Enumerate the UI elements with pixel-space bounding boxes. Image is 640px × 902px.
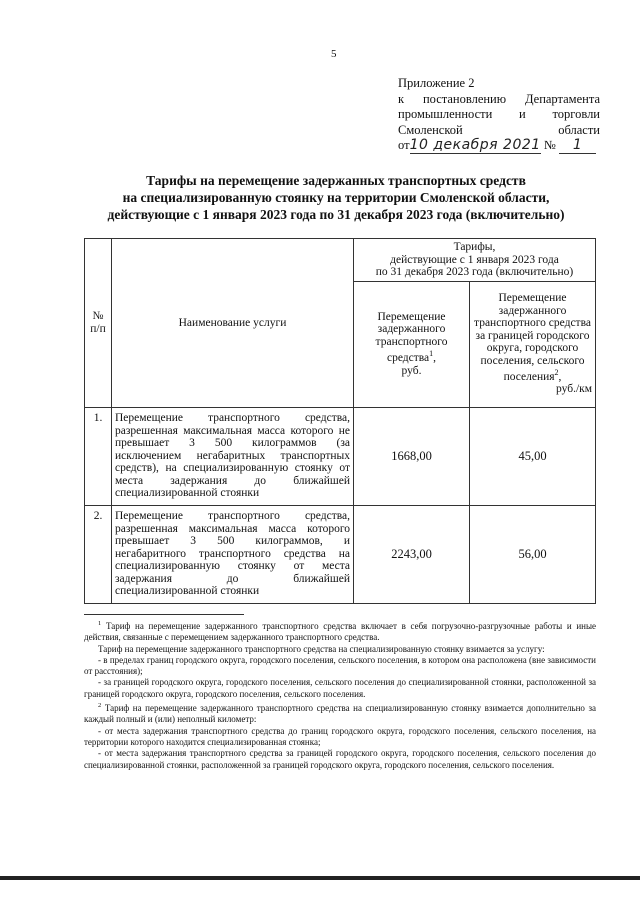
footnote-1-text: Тариф на перемещение задержанного транспортного средства включает в себя погрузочно-разгрузочные работы и иные действия, связанные с перемещением задержанного транспортного средства. xyxy=(84,621,597,643)
row-2-num: 2. xyxy=(85,505,112,603)
tariffs-group-line-1: Тарифы, xyxy=(453,241,496,253)
row-2-service: Перемещение транспортного средства, разрешенная максимальная масса которого превышает 3 500 килограммов, и негабаритного транспортного средства на специализированную стоянку от места задержания до ближайшей специализированной стоянки xyxy=(112,505,354,603)
title-line-1: Тарифы на перемещение задержанных транспортных средств xyxy=(146,173,526,188)
header-outside: Перемещение задержанного транспортного средства за границей городского округа, городского поселения, сельского поселения$^2$, руб./км xyxy=(470,281,596,407)
page-number: 5 xyxy=(331,48,337,60)
number-prefix: № xyxy=(543,138,556,152)
appendix-header xyxy=(398,76,600,154)
footnote-1-mark: 1 xyxy=(98,620,102,627)
appendix-line-3: промышленности и торговли xyxy=(398,107,600,121)
footnote-ref-2: 2 xyxy=(554,368,559,378)
scan-edge-bar xyxy=(0,876,640,880)
appendix-region: Смоленской xyxy=(398,122,463,137)
appendix-line-2: к постановлению Департамента xyxy=(398,91,600,106)
footnote-paragraph: - за границей городского округа, городского поселения, сельского поселения до специализированной стоянки, расположенной за границей городского округа, городского поселения, сельского поселения. xyxy=(84,677,596,699)
title-line-3: действующие с 1 января 2023 года по 31 декабря 2023 года (включительно) xyxy=(107,207,565,222)
header-num: № п/п xyxy=(85,239,112,408)
footnote-1 xyxy=(84,618,596,644)
table-row xyxy=(85,505,596,603)
table-row xyxy=(85,407,596,505)
footnote-divider xyxy=(84,614,244,615)
appendix-title: Приложение 2 xyxy=(398,76,475,90)
appendix-line-4 xyxy=(398,123,600,139)
row-1-tariff: 1668,00 xyxy=(354,407,470,505)
table-header-row-1 xyxy=(85,239,596,282)
footnote-paragraph: - в пределах границ городского округа, городского поселения, сельского поселения, в котором она расположена (вне зависимости от расстояния); xyxy=(84,654,596,677)
document-title xyxy=(86,172,586,223)
row-1-num: 1. xyxy=(85,407,112,505)
header-move-unit: руб. xyxy=(401,364,422,377)
row-1-service: Перемещение транспортного средства, разрешенная максимальная масса которого не превышает 3 500 килограммов (за исключением негабаритных транспортных средств), на специализированную стоянку от места задержания до ближайшей специализированной стоянки xyxy=(112,407,354,505)
footnote-paragraph: - от места задержания транспортного средства за границей городского округа, городского поселения, сельского поселения до специализированной стоянки, расположенной за границей городского округа, городского поселения, сельского поселения. xyxy=(84,748,596,770)
footnote-2-text: Тариф на перемещение задержанного транспортного средства на специализированную стоянку взимается дополнительно за каждый полный и (или) неполный километр: xyxy=(84,703,596,725)
footnote-paragraph: Тариф на перемещение задержанного транспортного средства на специализированную стоянку взимается за услугу: xyxy=(98,643,545,654)
row-2-tariff: 2243,00 xyxy=(354,505,470,603)
date-prefix: от xyxy=(398,138,410,152)
footnote-ref-1: 1 xyxy=(429,349,434,359)
appendix-date-line xyxy=(398,138,600,154)
footnotes xyxy=(84,618,596,771)
footnote-2 xyxy=(84,700,596,726)
footnote-2-mark: 2 xyxy=(98,702,102,710)
title-line-2: на специализированную стоянку на территории Смоленской области, xyxy=(122,190,550,205)
header-outside-unit: руб./км xyxy=(556,383,592,396)
header-move-text: Перемещение задержанного транспортного средства xyxy=(375,310,448,365)
row-1-per-km: 45,00 xyxy=(470,407,596,505)
handwritten-date: 10 декабря 2021 xyxy=(409,137,541,153)
row-2-per-km: 56,00 xyxy=(470,505,596,603)
tariffs-group-line-3: по 31 декабря 2023 года (включительно) xyxy=(375,266,574,278)
footnote-paragraph: - от места задержания транспортного средства до границ городского округа, городского поселения, сельского поселения, на территории которого находится специализированная стоянка; xyxy=(84,725,596,747)
tariff-table xyxy=(84,238,596,604)
tariffs-group-line-2: действующие с 1 января 2023 года xyxy=(390,253,559,266)
header-move: Перемещение задержанного транспортного средства$^1$, руб. xyxy=(354,281,470,407)
handwritten-number: 1 xyxy=(559,137,596,154)
header-service: Наименование услуги xyxy=(112,239,354,408)
header-outside-text: Перемещение задержанного транспортного средства за границей городского округа, городского поселения, сельского поселения xyxy=(474,292,591,383)
header-tariffs-group xyxy=(354,239,596,282)
appendix-region-suffix: области xyxy=(558,122,600,137)
